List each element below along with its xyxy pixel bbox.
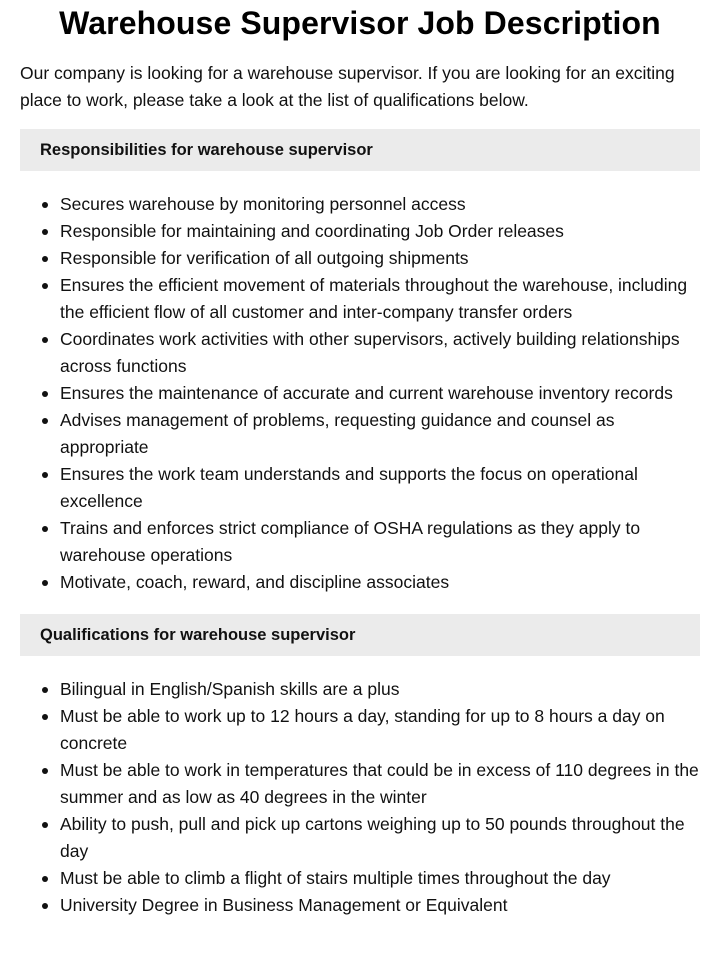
list-item: Trains and enforces strict compliance of OSHA regulations as they apply to warehouse operations [60, 515, 700, 569]
list-item: University Degree in Business Management or Equivalent [60, 892, 700, 919]
qualifications-list [20, 676, 700, 919]
list-item: Secures warehouse by monitoring personnel access [60, 191, 700, 218]
qualifications-heading: Qualifications for warehouse supervisor [20, 614, 700, 656]
list-item: Motivate, coach, reward, and discipline associates [60, 569, 700, 596]
list-item: Ensures the maintenance of accurate and current warehouse inventory records [60, 380, 700, 407]
list-item: Ability to push, pull and pick up cartons weighing up to 50 pounds throughout the day [60, 811, 700, 865]
list-item: Responsible for maintaining and coordinating Job Order releases [60, 218, 700, 245]
list-item: Advises management of problems, requesting guidance and counsel as appropriate [60, 407, 700, 461]
list-item: Responsible for verification of all outgoing shipments [60, 245, 700, 272]
list-item: Must be able to work in temperatures that could be in excess of 110 degrees in the summer and as low as 40 degrees in the winter [60, 757, 700, 811]
list-item: Must be able to climb a flight of stairs multiple times throughout the day [60, 865, 700, 892]
responsibilities-list [20, 191, 700, 596]
intro-paragraph: Our company is looking for a warehouse supervisor. If you are looking for an exciting place to work, please take a look at the list of qualifications below. [20, 63, 675, 110]
list-item: Coordinates work activities with other supervisors, actively building relationships across functions [60, 326, 700, 380]
responsibilities-heading: Responsibilities for warehouse supervisor [20, 129, 700, 171]
page-title: Warehouse Supervisor Job Description [59, 5, 661, 41]
list-item: Bilingual in English/Spanish skills are a plus [60, 676, 700, 703]
list-item: Ensures the work team understands and supports the focus on operational excellence [60, 461, 700, 515]
list-item: Ensures the efficient movement of materials throughout the warehouse, including the efficient flow of all customer and inter-company transfer orders [60, 272, 700, 326]
list-item: Must be able to work up to 12 hours a day, standing for up to 8 hours a day on concrete [60, 703, 700, 757]
